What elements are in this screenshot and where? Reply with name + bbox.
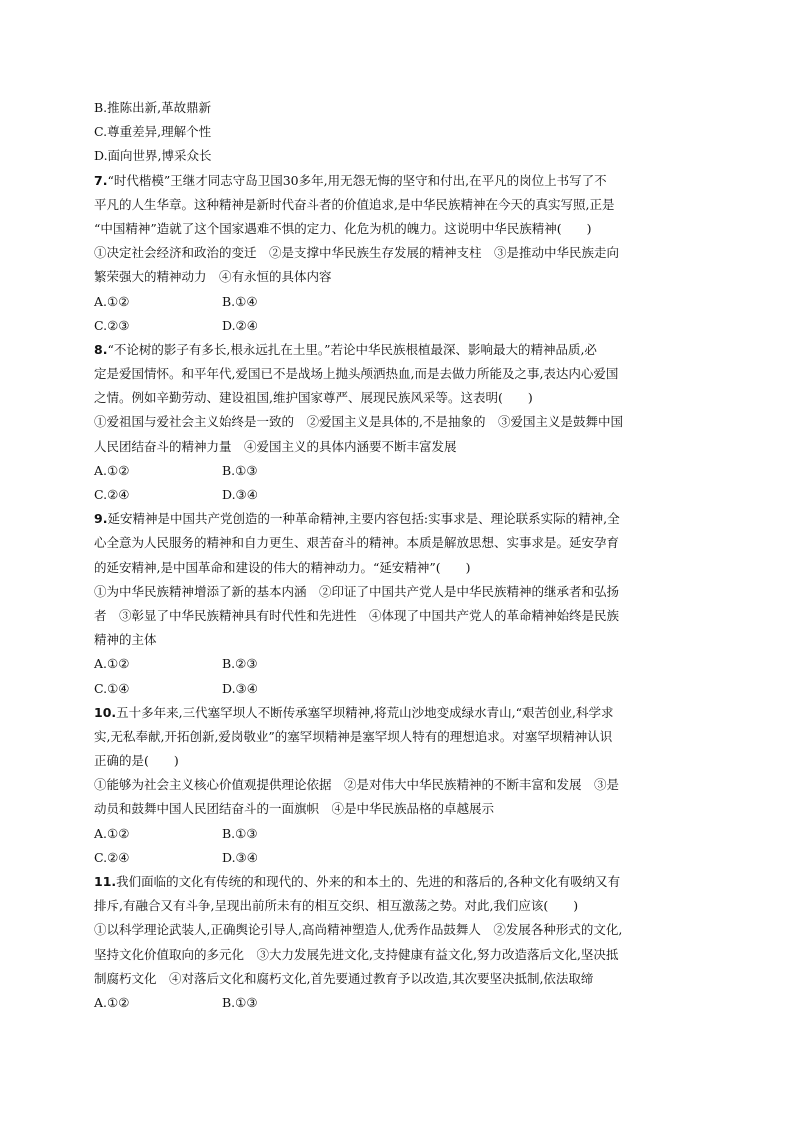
statement-line: 制腐朽文化 ④对落后文化和腐朽文化,首先要通过教育予以改造,其次要坚决抵制,依法取缔 <box>94 970 594 986</box>
answer-options-row <box>94 846 706 870</box>
answer-option-b: B.①④ <box>222 293 258 309</box>
statement-line: ①能够为社会主义核心价值观提供理论依据 ②是对伟大中华民族精神的不断丰富和发展 ③是 <box>94 777 620 793</box>
statement-line: 繁荣强大的精神动力 ④有永恒的具体内容 <box>94 269 332 285</box>
question-stem-line: 心全意为人民服务的精神和自力更生、艰苦奋斗的精神。本质是解放思想、实事求是。延安孕育 <box>94 535 620 551</box>
question-stem-line: 10.五十多年来,三代塞罕坝人不断传承塞罕坝精神,将荒山沙地变成绿水青山,“艰苦创业,科学求 <box>94 704 614 720</box>
question-stem-line: 排斥,有融合又有斗争,呈现出前所未有的相互交织、相互激荡之势。对此,我们应该( ) <box>94 898 579 914</box>
answer-options-row <box>94 822 706 846</box>
question-number: 10. <box>94 704 117 720</box>
answer-option-d: D.②④ <box>222 317 258 333</box>
answer-options-row <box>94 677 706 701</box>
answer-option-c: C.①④ <box>94 680 130 696</box>
statement-line: ①决定社会经济和政治的变迁 ②是支撑中华民族生存发展的精神支柱 ③是推动中华民族走向 <box>94 245 620 261</box>
statement-line: ①为中华民族精神增添了新的基本内涵 ②印证了中国共产党人是中华民族精神的继承者和弘扬 <box>94 583 620 599</box>
question-9 <box>94 507 706 701</box>
question-stem-line: 正确的是( ) <box>94 753 179 769</box>
question-10 <box>94 701 706 870</box>
statement-line: 精神的主体 <box>94 632 157 648</box>
question-stem-line: 之情。例如辛勤劳动、建设祖国,维护国家尊严、展现民族风采等。这表明( ) <box>94 390 533 406</box>
option-line: C.尊重差异,理解个性 <box>94 124 212 140</box>
answer-option-a: A.①② <box>94 825 130 841</box>
question-number: 8. <box>94 341 108 357</box>
question-stem-line: 9.延安精神是中国共产党创造的一种革命精神,主要内容包括:实事求是、理论联系实际的精神,全 <box>94 511 620 527</box>
question-stem-line: 平凡的人生华章。这种精神是新时代奋斗者的价值追求,是中华民族精神在今天的真实写照,正是 <box>94 196 615 212</box>
answer-options-row <box>94 483 706 507</box>
answer-option-b: B.①③ <box>222 462 258 478</box>
answer-option-b: B.①③ <box>222 825 258 841</box>
statement-line: 动员和鼓舞中国人民团结奋斗的一面旗帜 ④是中华民族品格的卓越展示 <box>94 801 495 817</box>
question-stem-line: 实,无私奉献,开拓创新,爱岗敬业”的塞罕坝精神是塞罕坝人特有的理想追求。对塞罕坝精神认识 <box>94 728 613 744</box>
statement-line: ①以科学理论武装人,正确舆论引导人,高尚精神塑造人,优秀作品鼓舞人 ②发展各种形式的文化, <box>94 922 623 938</box>
statement-line: 坚持文化价值取向的多元化 ③大力发展先进文化,支持健康有益文化,努力改造落后文化,坚决抵 <box>94 946 619 962</box>
answer-options-row <box>94 459 706 483</box>
answer-option-d: D.③④ <box>222 680 258 696</box>
answer-option-a: A.①② <box>94 293 130 309</box>
answer-option-c: C.②③ <box>94 317 130 333</box>
answer-option-b: B.②③ <box>222 656 258 672</box>
question-stem-line: 的延安精神,是中国革命和建设的伟大的精神动力。“延安精神”( ) <box>94 559 471 575</box>
answer-option-d: D.③④ <box>222 849 258 865</box>
question-stem-line: 定是爱国情怀。和平年代,爱国已不是战场上抛头颅洒热血,而是去做力所能及之事,表达内心爱国 <box>94 366 619 382</box>
exam-page <box>94 96 706 1015</box>
answer-option-a: A.①② <box>94 994 130 1010</box>
answer-option-a: A.①② <box>94 462 130 478</box>
question-8 <box>94 338 706 507</box>
question-stem-line: 11.我们面临的文化有传统的和现代的、外来的和本土的、先进的和落后的,各种文化有吸纳又有 <box>94 874 621 889</box>
question-number: 9. <box>94 511 108 527</box>
answer-option-c: C.②④ <box>94 487 130 502</box>
answer-option-c: C.②④ <box>94 849 130 865</box>
statement-line: 人民团结奋斗的精神力量 ④爱国主义的具体内涵要不断丰富发展 <box>94 438 457 454</box>
answer-options-row <box>94 314 706 338</box>
statement-line: 者 ③彰显了中华民族精神具有时代性和先进性 ④体现了中国共产党人的革命精神始终是民族 <box>94 607 620 623</box>
answer-options-row <box>94 290 706 314</box>
question-number: 11. <box>94 874 117 889</box>
question-11 <box>94 870 706 1015</box>
answer-options-row <box>94 991 706 1015</box>
option-line: B.推陈出新,革故鼎新 <box>94 100 212 115</box>
answer-option-b: B.①③ <box>222 994 258 1010</box>
answer-option-d: D.③④ <box>222 487 258 502</box>
prev-question-options <box>94 96 706 169</box>
option-line: D.面向世界,博采众长 <box>94 148 212 164</box>
question-stem-line: 8.“不论树的影子有多长,根永远扎在土里。”若论中华民族根植最深、影响最大的精神品质,必 <box>94 341 597 357</box>
answer-options-row <box>94 652 706 676</box>
question-stem-line: 7.“时代楷模”王继才同志守岛卫国30多年,用无怨无悔的坚守和付出,在平凡的岗位上书写了不 <box>94 172 607 188</box>
question-number: 7. <box>94 172 108 188</box>
answer-option-a: A.①② <box>94 656 130 672</box>
question-stem-line: “中国精神”造就了这个国家遇难不惧的定力、化危为机的魄力。这说明中华民族精神( ) <box>94 220 592 236</box>
question-7 <box>94 169 706 338</box>
statement-line: ①爱祖国与爱社会主义始终是一致的 ②爱国主义是具体的,不是抽象的 ③爱国主义是鼓舞中国 <box>94 414 623 430</box>
